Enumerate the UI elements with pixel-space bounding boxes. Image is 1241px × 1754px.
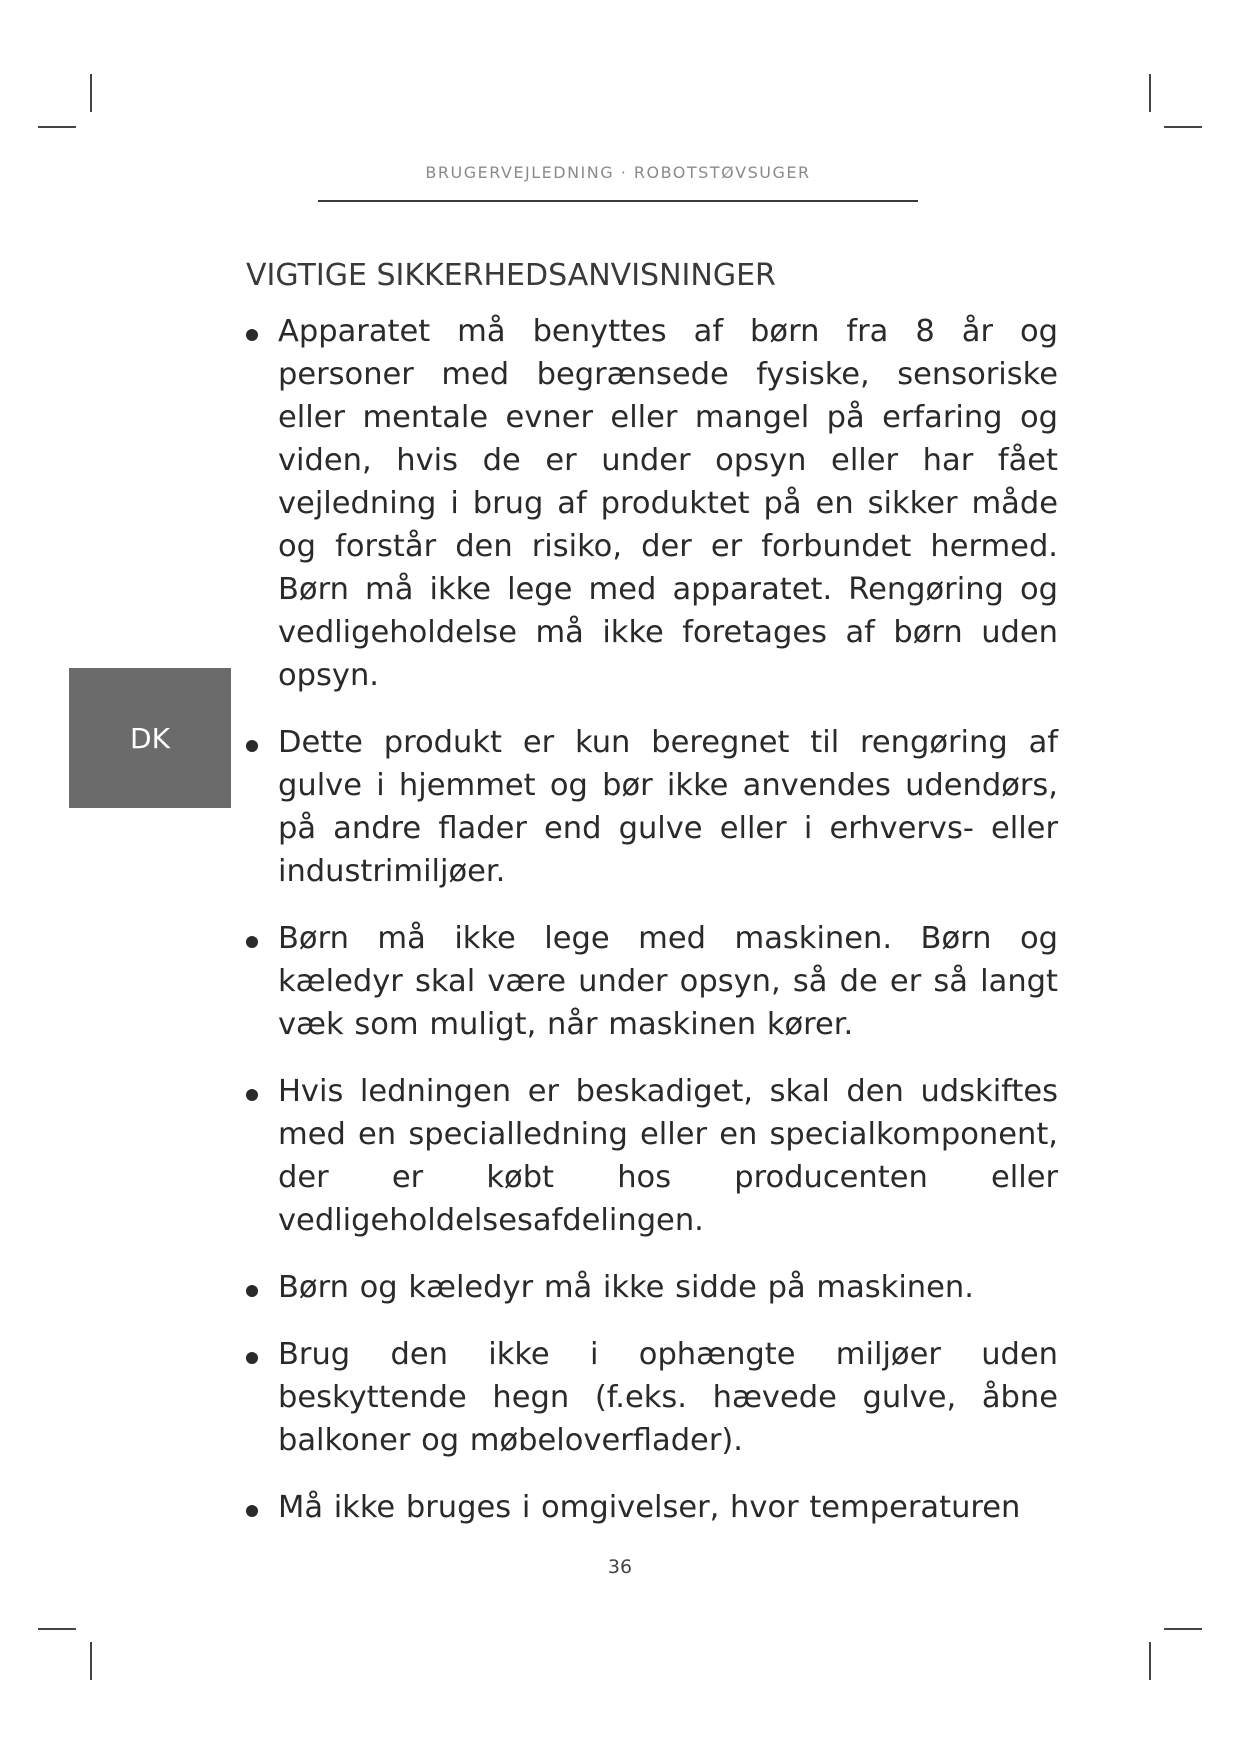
safety-list bbox=[246, 310, 1058, 1553]
page-number: 36 bbox=[607, 1556, 633, 1578]
crop-mark bbox=[1164, 1628, 1202, 1630]
list-item bbox=[246, 1486, 1058, 1529]
list-item bbox=[246, 917, 1058, 1046]
list-item-text: Hvis ledningen er beskadiget, skal den udskiftes med en specialledning eller en specialkomponent, der er købt hos producenten eller vedligeholdelsesafdelingen. bbox=[278, 1074, 1058, 1238]
list-item-text: Brug den ikke i ophængte miljøer uden beskyttende hegn (f.eks. hævede gulve, åbne balkoner og møbeloverflader). bbox=[278, 1337, 1058, 1458]
crop-mark bbox=[38, 126, 76, 128]
bullet-icon bbox=[246, 1505, 258, 1517]
list-item bbox=[246, 1333, 1058, 1462]
language-tab-label: DK bbox=[130, 721, 170, 755]
list-item bbox=[246, 310, 1058, 697]
crop-mark bbox=[90, 1642, 92, 1680]
crop-mark bbox=[90, 74, 92, 112]
bullet-icon bbox=[246, 1089, 258, 1101]
bullet-icon bbox=[246, 740, 258, 752]
bullet-icon bbox=[246, 329, 258, 341]
crop-mark bbox=[1149, 1642, 1151, 1680]
list-item bbox=[246, 1070, 1058, 1242]
bullet-icon bbox=[246, 1285, 258, 1297]
section-title: VIGTIGE SIKKERHEDSANVISNINGER bbox=[246, 258, 776, 293]
list-item-text: Dette produkt er kun beregnet til rengøring af gulve i hjemmet og bør ikke anvendes udendørs, på andre flader end gulve eller i erhvervs- eller industrimiljøer. bbox=[278, 725, 1058, 889]
language-tab bbox=[69, 668, 231, 808]
bullet-icon bbox=[246, 936, 258, 948]
crop-mark bbox=[1149, 74, 1151, 112]
list-item-text: Børn og kæledyr må ikke sidde på maskinen. bbox=[278, 1270, 974, 1305]
running-header: BRUGERVEJLEDNING · ROBOTSTØVSUGER bbox=[425, 163, 811, 182]
list-item-text: Børn må ikke lege med maskinen. Børn og kæledyr skal være under opsyn, så de er så langt væk som muligt, når maskinen kører. bbox=[278, 921, 1058, 1042]
header-divider bbox=[318, 200, 918, 202]
crop-mark bbox=[1164, 126, 1202, 128]
list-item bbox=[246, 1266, 1058, 1309]
list-item bbox=[246, 721, 1058, 893]
bullet-icon bbox=[246, 1352, 258, 1364]
list-item-text: Må ikke bruges i omgivelser, hvor temperaturen bbox=[278, 1490, 1021, 1525]
crop-mark bbox=[38, 1628, 76, 1630]
list-item-text: Apparatet må benyttes af børn fra 8 år og personer med begrænsede fysiske, sensoriske eller mentale evner eller mangel på erfaring og viden, hvis de er under opsyn eller har fået vejledning i brug af produktet på en sikker måde og forstår den risiko, der er forbundet hermed. Børn må ikke lege med apparatet. Rengøring og vedligeholdelse må ikke foretages af børn uden opsyn. bbox=[278, 314, 1058, 693]
